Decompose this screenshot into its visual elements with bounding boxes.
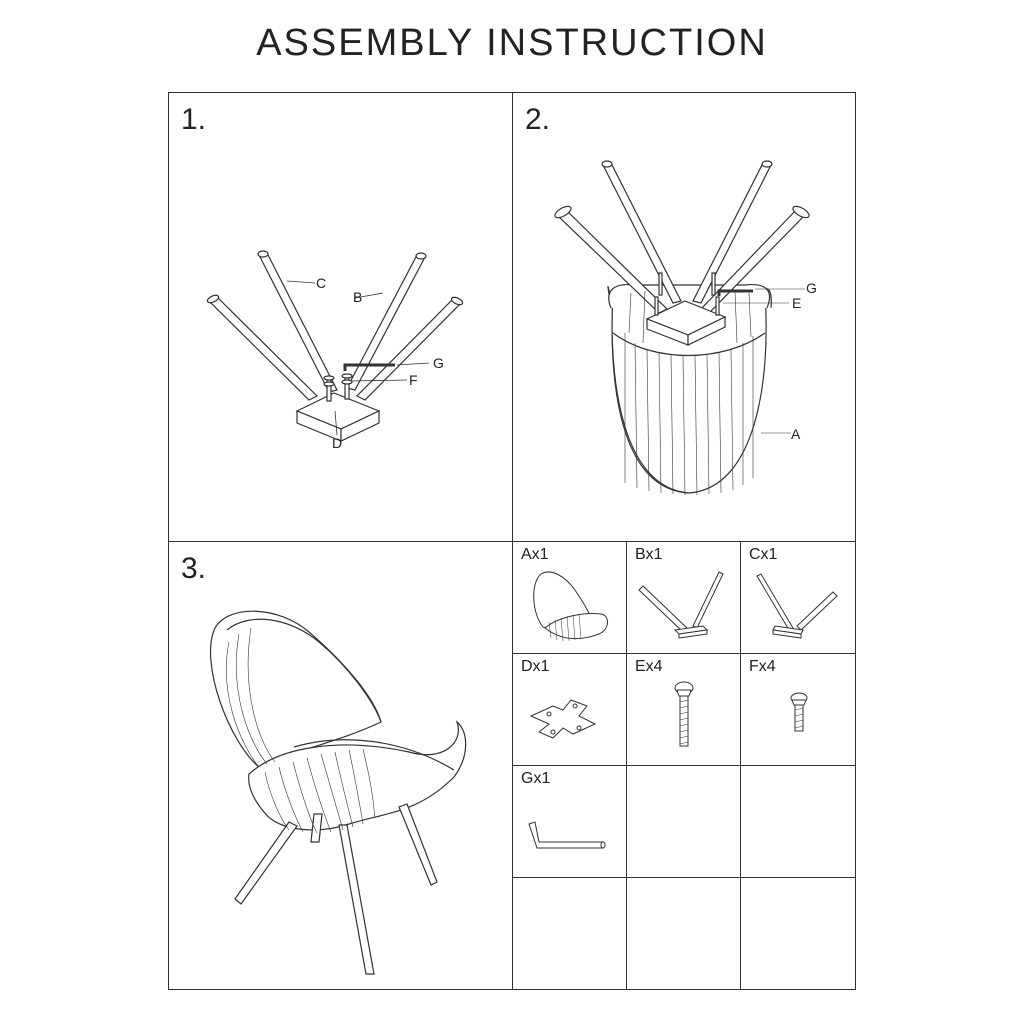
part-label-g: Gx1	[521, 770, 551, 787]
step-1-leg-diagram	[169, 93, 514, 543]
step-3-number: 3.	[181, 552, 207, 585]
step-2-number: 2.	[525, 103, 551, 136]
callout-f: F	[409, 372, 418, 388]
part-label-e: Ex4	[635, 658, 663, 675]
part-cell-empty-2	[740, 765, 856, 878]
step-2-panel	[512, 92, 856, 542]
allen-key-icon	[513, 766, 628, 879]
callout-g: G	[433, 355, 444, 371]
page-title: ASSEMBLY INSTRUCTION	[256, 22, 768, 64]
long-bolt-icon	[627, 654, 742, 767]
callout-a: A	[791, 426, 801, 442]
part-label-c: Cx1	[749, 546, 778, 563]
part-cell-empty-1	[626, 765, 741, 878]
part-cell-c	[740, 541, 856, 654]
cross-plate-icon	[513, 654, 628, 767]
part-cell-empty-4	[626, 877, 741, 990]
callout-d: D	[332, 435, 343, 451]
callout-g: G	[806, 280, 817, 296]
part-cell-d	[512, 653, 627, 766]
leg-bracket-b-icon	[627, 542, 742, 655]
part-cell-g	[512, 765, 627, 878]
step-1-number: 1.	[181, 103, 207, 136]
step-1-panel	[168, 92, 513, 542]
callout-b: B	[353, 289, 363, 305]
leg-bracket-c-icon	[741, 542, 857, 655]
part-cell-empty-3	[512, 877, 627, 990]
callout-e: E	[792, 295, 802, 311]
chair-seat-icon	[513, 542, 628, 655]
short-bolt-icon	[741, 654, 857, 767]
step-2-seat-diagram	[513, 93, 857, 543]
part-label-d: Dx1	[521, 658, 550, 675]
callout-c: C	[316, 275, 327, 291]
part-label-a: Ax1	[521, 546, 549, 563]
part-cell-f	[740, 653, 856, 766]
part-cell-e	[626, 653, 741, 766]
part-label-f: Fx4	[749, 658, 776, 675]
part-cell-a	[512, 541, 627, 654]
part-cell-empty-5	[740, 877, 856, 990]
step-3-assembled-chair	[169, 542, 514, 991]
step-3-panel	[168, 541, 513, 990]
part-cell-b	[626, 541, 741, 654]
part-label-b: Bx1	[635, 546, 663, 563]
